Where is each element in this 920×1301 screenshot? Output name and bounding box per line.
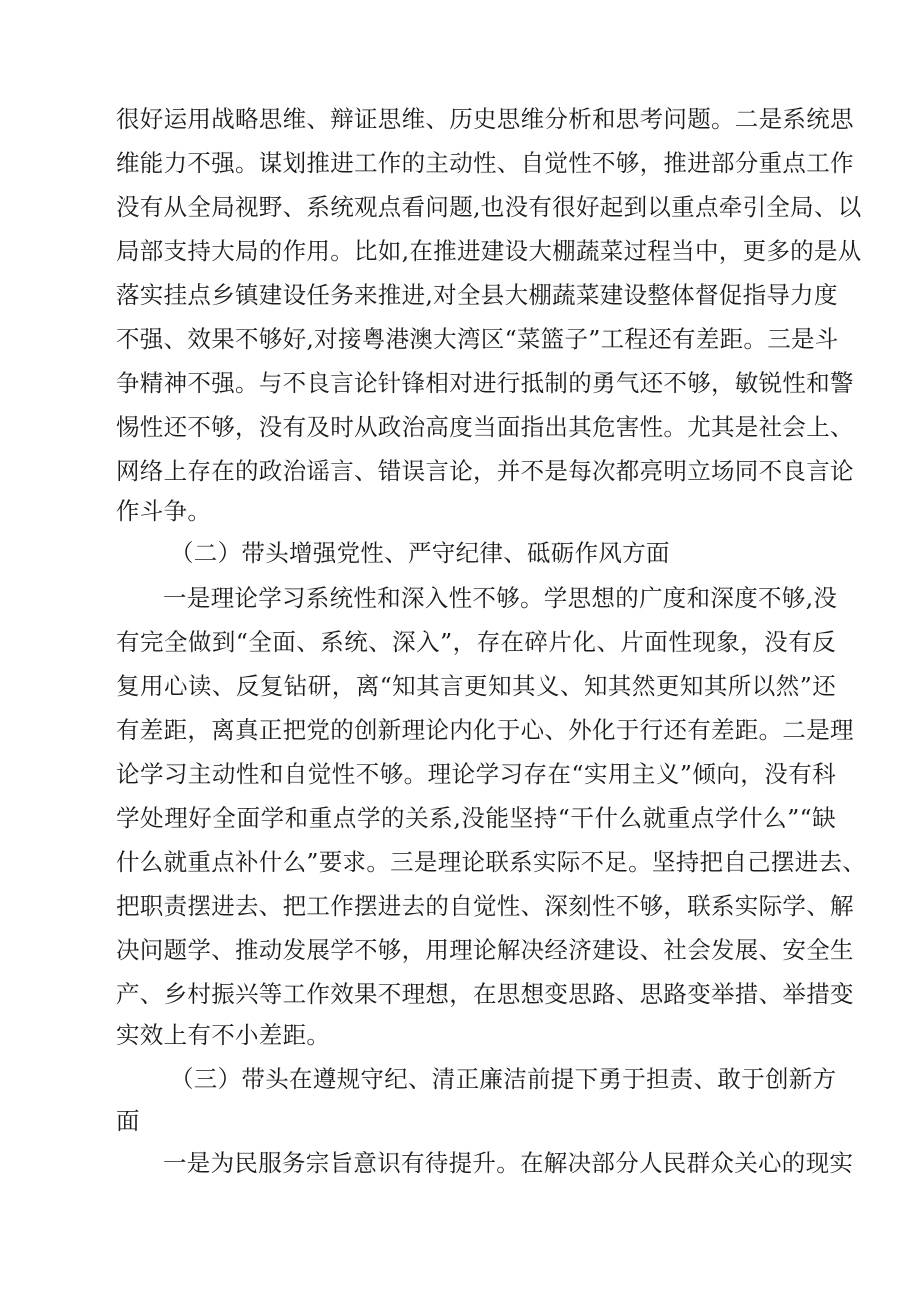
body-text-line: 论学习主动性和自觉性不够。理论学习存在“实用主义”倾向，没有科 <box>116 760 836 788</box>
body-text-line: 有差距，离真正把党的创新理论内化于心、外化于行还有差距。二是理 <box>116 716 854 744</box>
body-text-line: 产、乡村振兴等工作效果不理想，在思想变思路、思路变举措、举措变 <box>116 980 854 1008</box>
body-text-line: 局部支持大局的作用。比如,在推进建设大棚蔬菜过程当中，更多的是从 <box>116 237 862 265</box>
paragraph-first-line: 一是理论学习系统性和深入性不够。学思想的广度和深度不够,没 <box>163 584 838 612</box>
body-text-line: 惕性还不够，没有及时从政治高度当面指出其危害性。尤其是社会上、 <box>116 413 854 441</box>
body-text-line: 没有从全局视野、系统观点看问题,也没有很好起到以重点牵引全局、以 <box>116 193 862 221</box>
body-text-line: 有完全做到“全面、系统、深入”，存在碎片化、片面性现象，没有反 <box>116 628 836 656</box>
section-heading-2: （二）带头增强党性、严守纪律、砥砺作风方面 <box>170 539 670 567</box>
body-text-line: 学处理好全面学和重点学的关系,没能坚持“干什么就重点学什么”“缺 <box>116 804 836 832</box>
body-text-line: 网络上存在的政治谣言、错误言论，并不是每次都亮明立场同不良言论 <box>116 457 854 485</box>
section-heading-3: （三）带头在遵规守纪、清正廉洁前提下勇于担责、敢于创新方 <box>170 1065 837 1093</box>
paragraph-first-line: 一是为民服务宗旨意识有待提升。在解决部分人民群众关心的现实 <box>163 1149 854 1177</box>
body-text-line: 把职责摆进去、把工作摆进去的自觉性、深刻性不够，联系实际学、解 <box>116 892 854 920</box>
section-heading-3-continued: 面 <box>116 1107 140 1135</box>
body-text-line: 复用心读、反复钻研，离“知其言更知其义、知其然更知其所以然”还 <box>116 672 836 700</box>
body-text-line: 什么就重点补什么”要求。三是理论联系实际不足。坚持把自己摆进去、 <box>116 848 867 876</box>
body-text-line: 作斗争。 <box>116 497 212 525</box>
body-text-line: 很好运用战略思维、辩证思维、历史思维分析和思考问题。二是系统思 <box>116 105 854 133</box>
body-text-line: 争精神不强。与不良言论针锋相对进行抵制的勇气还不够，敏锐性和警 <box>116 369 854 397</box>
body-text-line: 落实挂点乡镇建设任务来推进,对全县大棚蔬菜建设整体督促指导力度 <box>116 281 838 309</box>
body-text-line: 维能力不强。谋划推进工作的主动性、自觉性不够，推进部分重点工作 <box>116 149 854 177</box>
body-text-line: 实效上有不小差距。 <box>116 1021 331 1049</box>
body-text-line: 不强、效果不够好,对接粤港澳大湾区“菜篮子”工程还有差距。三是斗 <box>116 325 839 353</box>
body-text-line: 决问题学、推动发展学不够，用理论解决经济建设、社会发展、安全生 <box>116 936 854 964</box>
